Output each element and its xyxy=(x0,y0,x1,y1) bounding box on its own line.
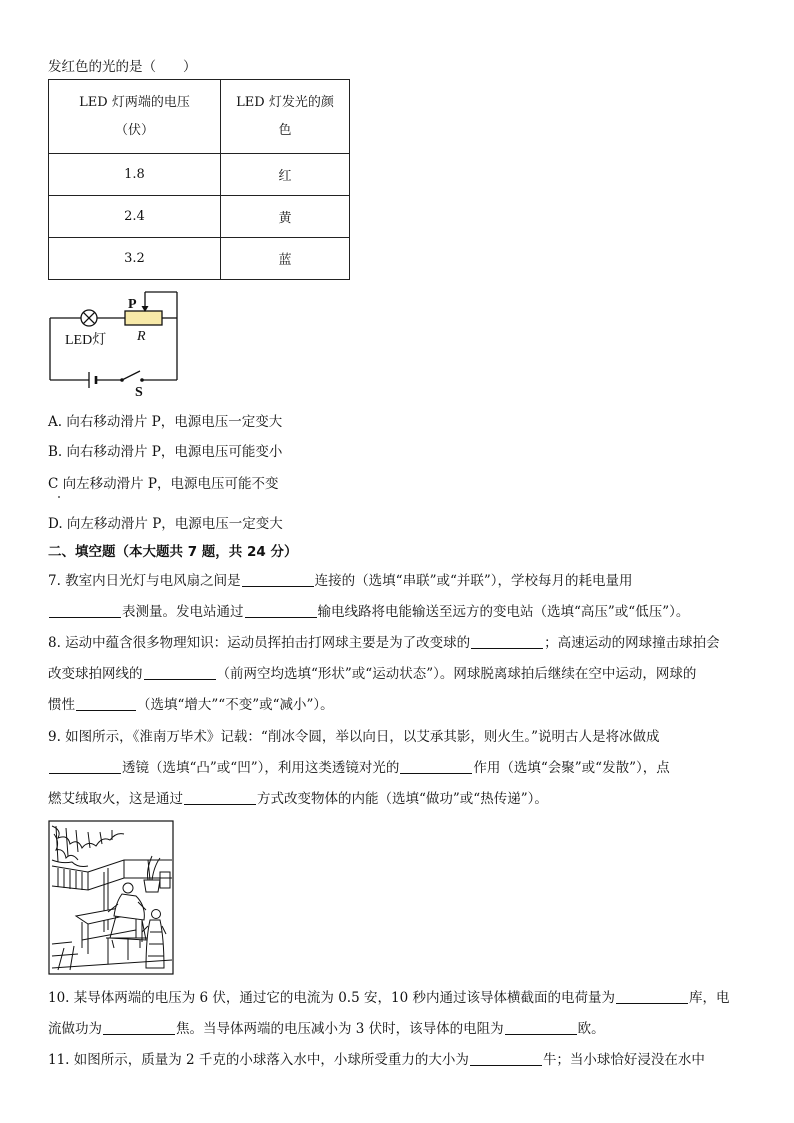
voltage-color-table xyxy=(48,79,350,280)
option-b: B. 向右移动滑片 P，电源电压可能变小 xyxy=(48,444,283,460)
switch-label: S xyxy=(135,385,143,400)
q10-text: 10. 某导体两端的电压为 6 伏，通过它的电流为 0.5 安，10 秒内通过该导体横截面的电荷量为 xyxy=(48,990,615,1006)
q8-text: 改变球拍网线的 xyxy=(48,666,143,682)
q10-text: 库，电 xyxy=(688,990,730,1006)
section-title: 二、填空题（本大题共 7 题，共 24 分） xyxy=(48,544,298,560)
table-cell: 黄 xyxy=(221,196,350,238)
q9-text: 作用（选填“会聚”或“发散”），点 xyxy=(473,760,670,776)
lamp-label: LED灯 xyxy=(65,333,107,348)
q7-line2 xyxy=(48,602,689,622)
table-cell: 3.2 xyxy=(49,238,221,280)
q9-line1: 9. 如图所示，《淮南万毕术》记载：“削冰令圆，举以向日，以艾承其影，则火生。”说明古人是将冰做成 xyxy=(48,729,660,745)
q11-text: 牛；当小球恰好浸没在水中 xyxy=(542,1052,705,1068)
option-a: A. 向右移动滑片 P，电源电压一定变大 xyxy=(48,414,283,430)
answer-blank xyxy=(505,1020,577,1035)
q8-text: （前两空均选填“形状”或“运动状态”）。网球脱离球拍后继续在空中运动，网球的 xyxy=(216,666,697,682)
q7-text: 连接的（选填“串联”或“并联”），学校每月的耗电量用 xyxy=(314,573,633,589)
answer-blank xyxy=(242,572,314,587)
answer-blank xyxy=(470,1051,542,1066)
q7-text: 输电线路将电能输送至远方的变电站（选填“高压”或“低压”）。 xyxy=(317,604,690,620)
table-header-row xyxy=(49,80,350,154)
header-color xyxy=(221,80,350,154)
resistor-icon xyxy=(125,311,162,325)
ancient-illustration xyxy=(48,820,174,975)
q7-line1 xyxy=(48,571,633,591)
q6-stem: 发红色的光的是（ ） xyxy=(48,59,197,75)
q8-text: 8. 运动中蕴含很多物理知识：运动员挥拍击打网球主要是为了改变球的 xyxy=(48,635,471,651)
q10-text: 焦。当导体两端的电压减小为 3 伏时，该导体的电阻为 xyxy=(176,1021,504,1037)
header-color-l1: LED 灯发光的颜 xyxy=(236,94,334,110)
q7-text: 表测量。发电站通过 xyxy=(122,604,244,620)
q9-text: 燃艾绒取火，这是通过 xyxy=(48,791,183,807)
answer-blank xyxy=(103,1020,175,1035)
q10-text: 流做功为 xyxy=(48,1021,102,1037)
table-row xyxy=(49,238,350,280)
option-c: C 向左移动滑片 P，电源电压可能不变 xyxy=(48,476,279,492)
resistor-label: R xyxy=(137,329,146,344)
q8-line1 xyxy=(48,633,720,653)
option-d: D. 向左移动滑片 P，电源电压一定变大 xyxy=(48,516,283,532)
q10-text: 欧。 xyxy=(577,1021,605,1037)
table-row xyxy=(49,154,350,196)
header-voltage-l1: LED 灯两端的电压 xyxy=(79,94,190,110)
q8-text: ；高速运动的网球撞击球拍会 xyxy=(544,635,720,651)
q9-text: 透镜（选填“凸”或“凹”），利用这类透镜对光的 xyxy=(122,760,400,776)
q7-text: 7. 教室内日光灯与电风扇之间是 xyxy=(48,573,241,589)
header-voltage-l2: （伏） xyxy=(114,122,154,138)
q8-text: （选填“增大”“不变”或“减小”）。 xyxy=(137,697,334,713)
answer-blank xyxy=(616,989,688,1004)
header-voltage xyxy=(49,80,221,154)
table-cell: 2.4 xyxy=(49,196,221,238)
circuit-diagram xyxy=(44,288,184,400)
q8-line3 xyxy=(48,695,334,715)
stray-dot xyxy=(58,496,60,498)
q11-text: 11. 如图所示，质量为 2 千克的小球落入水中，小球所受重力的大小为 xyxy=(48,1052,469,1068)
table-cell: 1.8 xyxy=(49,154,221,196)
q10-line2 xyxy=(48,1019,605,1039)
q10-line1 xyxy=(48,988,729,1008)
answer-blank xyxy=(400,759,472,774)
q11-line1 xyxy=(48,1050,705,1070)
q8-line2 xyxy=(48,664,696,684)
answer-blank xyxy=(49,603,121,618)
header-color-l2: 色 xyxy=(278,122,292,138)
q9-text: 方式改变物体的内能（选填“做功”或“热传递”）。 xyxy=(257,791,548,807)
q9-line2 xyxy=(48,758,670,778)
answer-blank xyxy=(184,790,256,805)
table-cell: 蓝 xyxy=(221,238,350,280)
q8-text: 惯性 xyxy=(48,697,75,713)
slider-label: P xyxy=(128,297,137,312)
answer-blank xyxy=(471,634,543,649)
q9-line3 xyxy=(48,789,548,809)
answer-blank xyxy=(76,696,136,711)
answer-blank xyxy=(144,665,216,680)
table-cell: 红 xyxy=(221,154,350,196)
table-row xyxy=(49,196,350,238)
answer-blank xyxy=(49,759,121,774)
answer-blank xyxy=(245,603,317,618)
